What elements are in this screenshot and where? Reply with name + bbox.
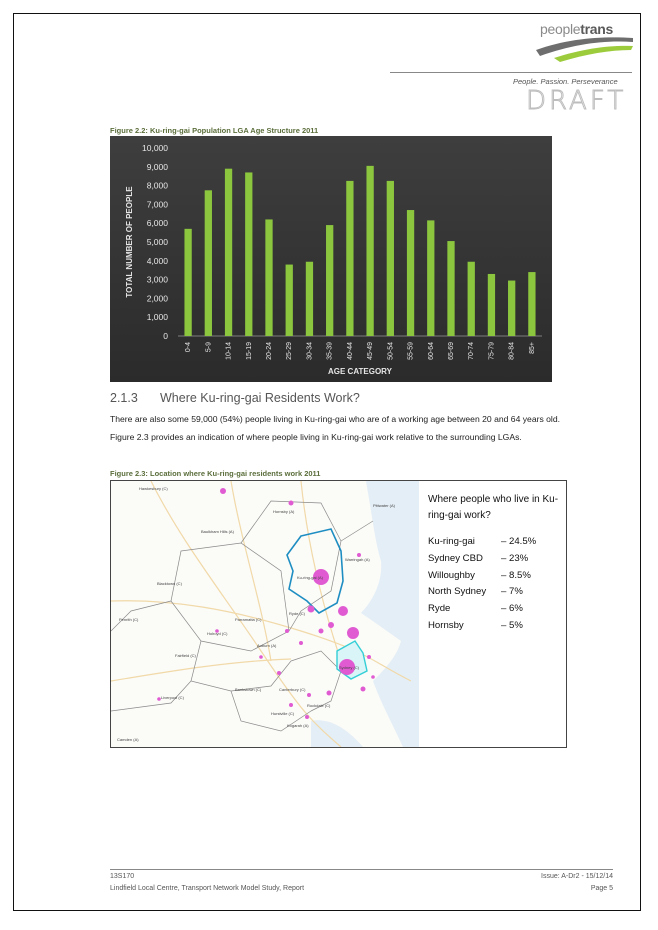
bar — [184, 229, 191, 336]
ku-ring-gai-boundary — [287, 529, 343, 613]
x-tick-label: 35-39 — [326, 342, 334, 360]
bar — [245, 172, 252, 336]
chart-canvas — [110, 136, 552, 382]
x-tick-label: 30-34 — [306, 342, 314, 360]
list-item — [428, 584, 563, 601]
footer-code: 13S170 — [110, 873, 135, 880]
x-tick-label: 5-9 — [205, 342, 213, 353]
map-label: Pittwater (A) — [373, 503, 396, 508]
bar — [225, 169, 232, 336]
bar — [306, 262, 313, 336]
x-tick-label: 15-19 — [245, 342, 253, 360]
x-tick-label: 10-14 — [225, 342, 233, 360]
x-tick-label: 0-4 — [185, 342, 193, 353]
bar — [407, 210, 414, 336]
location-name: Sydney CBD — [428, 552, 483, 564]
location-name: North Sydney — [428, 586, 487, 598]
map-label: Fairfield (C) — [175, 653, 196, 658]
location-share: – 8.5% — [501, 569, 531, 581]
bar — [468, 262, 475, 336]
y-tick-label: 7,000 — [146, 199, 168, 210]
section-title: Where Ku-ring-gai Residents Work? — [160, 391, 360, 405]
work-location-summary — [428, 492, 563, 635]
map-label: Baulkham Hills (A) — [201, 529, 234, 534]
y-tick-label: 10,000 — [142, 143, 168, 153]
y-tick-label: 3,000 — [146, 274, 168, 285]
map-label: Rockdale (C) — [307, 703, 331, 708]
sydney-lga-map — [111, 481, 419, 747]
bar — [528, 272, 535, 336]
map-label: Liverpool (C) — [161, 695, 184, 700]
x-tick-label: 60-64 — [427, 342, 435, 360]
y-tick-label: 8,000 — [146, 180, 168, 191]
summary-question: Where people who live in Ku-ring-gai work? — [428, 494, 559, 521]
list-item — [428, 551, 563, 568]
x-tick-label: 20-24 — [266, 342, 273, 360]
bar — [447, 241, 454, 336]
bar — [346, 181, 353, 336]
y-tick-label: 0 — [163, 331, 168, 341]
x-tick-label: 70-74 — [468, 342, 476, 360]
section-number: 2.1.3 — [110, 391, 138, 405]
map-label: Auburn (A) — [257, 643, 277, 648]
x-tick-label: 80-84 — [508, 342, 516, 360]
location-name: Ryde — [428, 603, 451, 615]
map-label: Canterbury (C) — [279, 687, 306, 692]
figure-caption-work-location: Figure 2.3: Location where Ku-ring-gai residents work 2011 — [110, 469, 321, 478]
map-label: Kogarah (A) — [287, 723, 309, 728]
figure-caption-age-structure: Figure 2.2: Ku-ring-gai Population LGA Age Structure 2011 — [110, 126, 319, 135]
draft-watermark: DRAFT — [526, 86, 627, 116]
bar — [508, 281, 515, 336]
x-tick-label: 75-79 — [488, 342, 496, 360]
location-share: – 24.5% — [501, 536, 537, 547]
map-label: Penrith (C) — [119, 617, 139, 622]
bar — [387, 181, 394, 336]
y-tick-label: 5,000 — [146, 237, 168, 247]
work-location-figure — [110, 480, 567, 748]
tagline: People. Passion. Perseverance — [513, 77, 618, 86]
x-tick-label: 65-69 — [448, 342, 455, 360]
y-tick-label: 2,000 — [146, 293, 168, 304]
bar — [366, 166, 373, 336]
age-structure-chart — [110, 136, 552, 382]
x-tick-label: 45-49 — [367, 342, 375, 360]
map-label: Hurstville (C) — [271, 711, 295, 716]
y-tick-label: 1,000 — [146, 312, 168, 323]
footer-document: Lindfield Local Centre, Transport Network Model Study, Report — [110, 885, 305, 892]
list-item — [428, 601, 563, 618]
map-label: Parramatta (C) — [235, 617, 262, 622]
location-name: Hornsby — [428, 619, 464, 631]
map-label: Sydney (C) — [339, 665, 360, 670]
list-item — [428, 568, 563, 585]
y-axis-title: TOTAL NUMBER OF PEOPLE — [125, 186, 134, 298]
y-tick-label: 4,000 — [146, 255, 168, 266]
bar — [286, 265, 293, 336]
footer-rule — [110, 869, 613, 870]
bar — [488, 274, 495, 336]
list-item — [428, 534, 563, 551]
location-share: – 23% — [501, 552, 529, 564]
location-share: – 6% — [501, 603, 523, 615]
list-item — [428, 618, 563, 635]
location-name: Willoughby — [428, 569, 475, 581]
section-paragraph: There are also some 59,000 (54%) people living in Ku-ring-gai who are of a working age between 20 and 64 years old. Figure 2.3 provides an indication of where people living in Ku-ring-gai work relative to the surrounding LGAs. — [110, 414, 561, 442]
summary-list — [428, 534, 563, 635]
map-label: Blacktown (C) — [157, 581, 182, 586]
x-tick-label: 85+ — [528, 342, 536, 354]
logo: peopletrans — [540, 21, 613, 37]
map-label: Hawkesbury (C) — [139, 486, 168, 491]
location-share: – 5% — [501, 619, 523, 631]
map-label: Ryde (C) — [289, 611, 306, 616]
map-label: Hornsby (A) — [273, 509, 295, 514]
x-axis-title: AGE CATEGORY — [327, 367, 393, 376]
x-tick-label: 55-59 — [407, 342, 415, 360]
map-label: Warringah (A) — [345, 557, 370, 562]
x-tick-label: 40-44 — [346, 342, 354, 360]
x-tick-label: 25-29 — [286, 342, 294, 360]
sydney-cbd-boundary — [337, 641, 367, 679]
map-label: Ku-ring-gai (A) — [297, 575, 324, 580]
location-share: – 7% — [501, 586, 523, 598]
location-name: Ku-ring-gai — [428, 536, 475, 547]
map-label: Camden (A) — [117, 737, 139, 742]
map-graphic — [111, 481, 419, 747]
map-label: Bankstown (C) — [235, 687, 262, 692]
bar — [205, 190, 212, 336]
bar — [265, 219, 272, 336]
bar — [427, 220, 434, 336]
map-label: Holroyd (C) — [207, 631, 228, 636]
y-tick-label: 6,000 — [146, 218, 168, 229]
bar — [326, 225, 333, 336]
header-rule — [390, 72, 632, 73]
x-tick-label: 50-54 — [387, 342, 395, 360]
y-tick-label: 9,000 — [146, 161, 168, 172]
footer-page-number: Page 5 — [590, 885, 613, 892]
footer-issue: Issue: A-Dr2 - 15/12/14 — [541, 873, 613, 880]
